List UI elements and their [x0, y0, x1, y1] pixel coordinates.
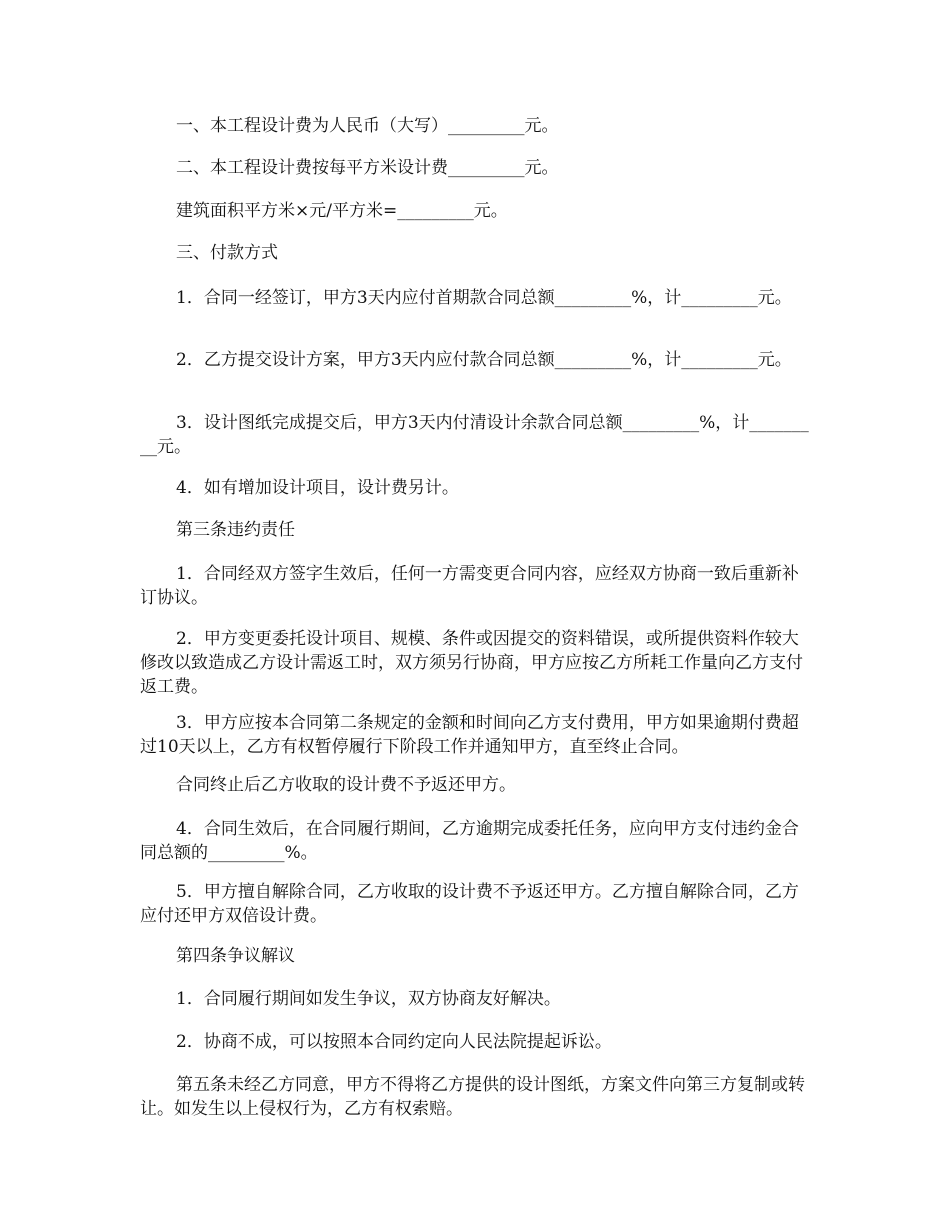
- paragraph-breach-1: 1．合同经双方签字生效后，任何一方需变更合同内容，应经双方协商一致后重新补订协议。: [140, 564, 799, 608]
- paragraph-fee-total: 一、本工程设计费为人民币（大写）_________元。: [176, 116, 559, 136]
- paragraph-breach-2: 2．甲方变更委托设计项目、规模、条件或因提交的资料错误，或所提供资料作较大修改以致造成乙方设计需返工时，双方须另行协商，甲方应按乙方所耗工作量向乙方支付返工费。: [140, 629, 803, 697]
- paragraph-termination-note: 合同终止后乙方收取的设计费不予返还甲方。: [176, 775, 516, 795]
- paragraph-area-formula: 建筑面积平方米×元/平方米=_________元。: [176, 201, 508, 221]
- paragraph-breach-3: 3．甲方应按本合同第二条规定的金额和时间向乙方支付费用，甲方如果逾期付费超过10天以上，乙方有权暂停履行下阶段工作并通知甲方，直至终止合同。: [140, 713, 799, 757]
- paragraph-payment-4: 4．如有增加设计项目，设计费另计。: [176, 478, 459, 498]
- paragraph-payment-3: 3．设计图纸完成提交后，甲方3天内付清设计余款合同总额_________%，计_________元。: [140, 413, 809, 457]
- paragraph-payment-1: 1．合同一经签订，甲方3天内应付首期款合同总额_________%，计_________元。: [176, 288, 792, 308]
- paragraph-article-5: 第五条未经乙方同意，甲方不得将乙方提供的设计图纸，方案文件向第三方复制或转让。如发生以上侵权行为，乙方有权索赔。: [140, 1075, 805, 1119]
- heading-article-3: 第三条违约责任: [176, 520, 295, 540]
- paragraph-payment-2: 2．乙方提交设计方案，甲方3天内应付款合同总额_________%，计_________元。: [176, 350, 792, 370]
- paragraph-breach-4: 4．合同生效后，在合同履行期间，乙方逾期完成委托任务，应向甲方支付违约金合同总额的_________%。: [140, 819, 799, 863]
- paragraph-breach-5: 5．甲方擅自解除合同，乙方收取的设计费不予返还甲方。乙方擅自解除合同，乙方应付还甲方双倍设计费。: [140, 882, 799, 926]
- paragraph-fee-per-sqm: 二、本工程设计费按每平方米设计费_________元。: [176, 158, 559, 178]
- paragraph-dispute-2: 2．协商不成，可以按照本合同约定向人民法院提起诉讼。: [176, 1032, 612, 1052]
- heading-payment-method: 三、付款方式: [176, 243, 278, 263]
- heading-article-4: 第四条争议解议: [176, 946, 295, 966]
- paragraph-dispute-1: 1．合同履行期间如发生争议，双方协商友好解决。: [176, 989, 561, 1009]
